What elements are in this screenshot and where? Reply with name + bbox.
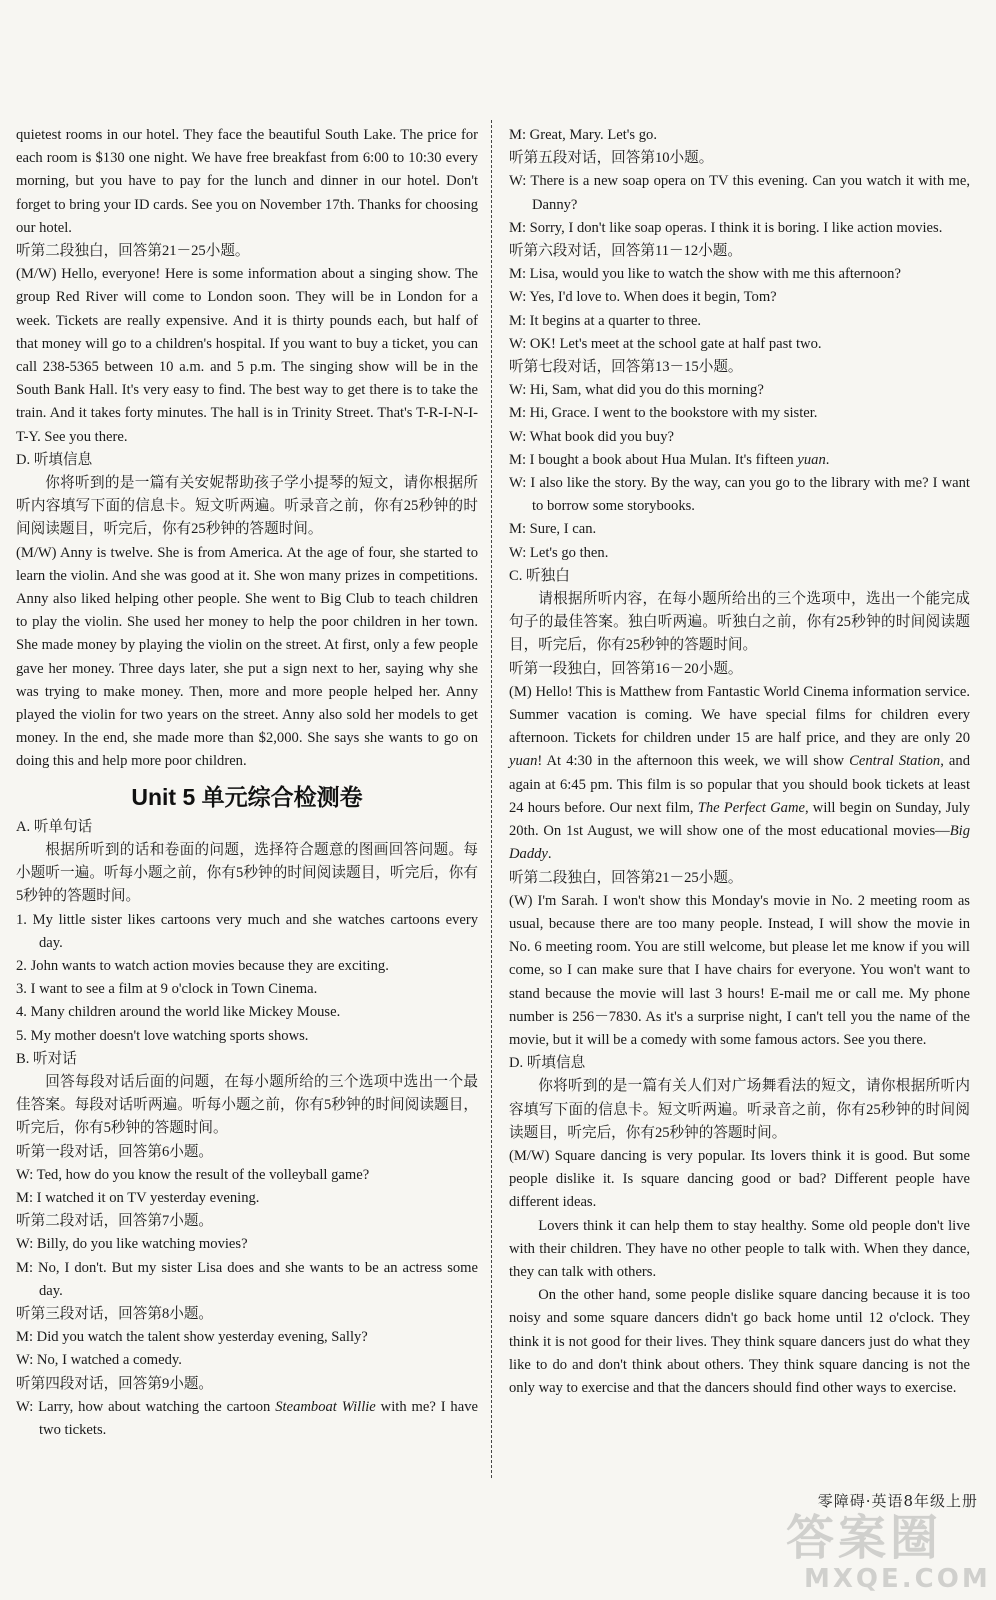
dialogue-heading: 听第一段对话，回答第6小题。: [16, 1143, 214, 1160]
dialogue-heading: 听第五段对话，回答第10小题。: [509, 150, 714, 167]
dialogue-line: M: Lisa, would you like to watch the show with me this afternoon?: [509, 266, 901, 283]
section-instructions: 根据所听到的话和卷面的问题，选择符合题意的图画回答问题。每小题听一遍。听每小题之前，你有5秒钟的时间阅读题目，听完后，你有5秒钟的答题时间。: [16, 841, 478, 905]
dialogue-line: W: What book did you buy?: [509, 428, 674, 445]
square-dance-paragraph: Lovers think it can help them to stay healthy. Some old people don't live with their children. They have no other people to talk with. When they dance, they can talk with others.: [509, 1217, 970, 1280]
cinema-passage: [509, 681, 970, 867]
square-dance-paragraph: On the other hand, some people dislike square dancing because it is too noisy and some square dancers didn't go back home until 12 o'clock. They think it is not good for their lives. They think square dancers just do what they like to do and don't think about others. They think square dancing is not the only way to exercise and that the dancers should find other ways to exercise.: [509, 1287, 970, 1396]
anny-passage: (M/W) Anny is twelve. She is from America. At the age of four, she started to learn the violin. And she was good at it. She won many prizes in competitions. Anny also liked helping other people. She went to Big Club to teach children to play the violin. She used her money to help the poor children in her town. She made money by playing the violin on the street. At first, only a few people gave her money. Three days later, she put a sign next to her, saying why she was trying to make money. Then, more and more people helped her. Anny played the violin for two years on the street. Anny also sold her models to get money. In the end, she made more than $2,000. She says she wants to go on doing this and help more poor children.: [16, 544, 478, 770]
watermark-logo: [776, 1510, 991, 1596]
watermark-text: 答案圈: [786, 1510, 943, 1566]
list-item: 4. Many children around the world like Mickey Mouse.: [16, 1004, 341, 1021]
dialogue-heading: 听第四段对话，回答第9小题。: [16, 1375, 214, 1392]
dialogue-line: [509, 449, 970, 472]
dialogue-line: W: I also like the story. By the way, can you go to the library with me? I want to borrow some storybooks.: [509, 475, 970, 515]
dialogue-heading: 听第三段对话，回答第8小题。: [16, 1305, 214, 1322]
dialogue-text: W: Larry, how about watching the cartoon: [16, 1398, 276, 1415]
currency-unit: yuan: [797, 451, 826, 468]
film-title: Central Station: [849, 753, 941, 770]
dialogue-line: M: Hi, Grace. I went to the bookstore with my sister.: [509, 405, 818, 422]
square-dance-paragraph: (M/W) Square dancing is very popular. Its lovers think it is good. But some people dislike it. Is square dancing good or bad? Different people have different ideas.: [509, 1147, 970, 1211]
section-heading: B. 听对话: [16, 1050, 77, 1067]
dialogue-line: W: Yes, I'd love to. When does it begin, Tom?: [509, 289, 777, 306]
section-heading: D. 听填信息: [509, 1055, 586, 1072]
list-item: 2. John wants to watch action movies because they are exciting.: [16, 957, 389, 974]
sarah-passage: (W) I'm Sarah. I won't show this Monday's movie in No. 2 meeting room as usual, because there are too many people. Instead, I will show the movie in No. 6 meeting room. You are still welcome, but please let me know if you will come, so I can make sure that I have chairs for everyone. You won't want to stand because the movie will last 3 hours! E-mail me or call me. My phone number is 256－7830. As it's a surprise night, I can't tell you the name of the movie, but it will be a comedy with some famous actors. See you there.: [509, 892, 970, 1048]
dialogue-line: W: OK! Let's meet at the school gate at half past two.: [509, 335, 822, 352]
section-instructions: 你将听到的是一篇有关安妮帮助孩子学小提琴的短文，请你根据所听内容填写下面的信息卡。短文听两遍。听录音之前，你有25秒钟的时间阅读题目，听完后，你有25秒钟的答题时间。: [16, 475, 478, 538]
section-instructions: 请根据所听内容，在每小题所给出的三个选项中，选出一个能完成句子的最佳答案。独白听两遍。听独白之前，你有25秒钟的时间阅读题目，听完后，你有25秒钟的答题时间。: [509, 591, 970, 654]
unit-title: Unit 5 单元综合检测卷: [131, 783, 363, 810]
dialogue-text: .: [825, 451, 830, 468]
monologue-heading: 听第二段独白，回答第21－25小题。: [16, 243, 250, 260]
currency-unit: yuan: [509, 753, 538, 770]
right-column: [509, 124, 970, 1400]
section-heading: C. 听独白: [509, 567, 570, 584]
dialogue-heading: 听第七段对话，回答第13－15小题。: [509, 359, 743, 376]
passage-text: , will begin on Sunday, July 20th. On 1st August, we will show one of the most educational movies—: [509, 799, 970, 840]
dialogue-line: M: No, I don't. But my sister Lisa does and she wants to be an actress some day.: [16, 1259, 478, 1299]
monologue-heading: 听第一段独白，回答第16－20小题。: [509, 660, 743, 677]
passage-text: .: [547, 846, 552, 863]
dialogue-line: M: I watched it on TV yesterday evening.: [16, 1189, 260, 1206]
dialogue-line: W: No, I watched a comedy.: [16, 1352, 182, 1369]
dialogue-line: W: Ted, how do you know the result of the volleyball game?: [16, 1166, 370, 1183]
dialogue-line: M: Sure, I can.: [509, 521, 597, 538]
dialogue-heading: 听第二段对话，回答第7小题。: [16, 1213, 214, 1230]
dialogue-line: [16, 1396, 478, 1442]
page-footer: 零障碍·英语8年级上册: [817, 1492, 978, 1510]
dialogue-text: with me? I have two tickets.: [39, 1398, 478, 1438]
dialogue-line: M: Did you watch the talent show yesterday evening, Sally?: [16, 1329, 368, 1346]
dialogue-line: W: There is a new soap opera on TV this evening. Can you watch it with me, Danny?: [509, 173, 970, 213]
dialogue-line: W: Billy, do you like watching movies?: [16, 1236, 248, 1253]
passage-text: , and again at 6:45 pm. This film is so popular that you should book tickets at least 24 hours before. Our next film,: [509, 753, 970, 816]
left-column: [16, 124, 478, 1442]
dialogue-line: M: Sorry, I don't like soap operas. I think it is boring. I like action movies.: [509, 219, 943, 236]
dialogue-text: M: I bought a book about Hua Mulan. It's fifteen: [509, 451, 798, 468]
film-title: Big Daddy: [509, 823, 970, 863]
hotel-passage: quietest rooms in our hotel. They face the beautiful South Lake. The price for each room is $130 one night. We have free breakfast from 6:00 to 10:30 every morning, but you have to pay for the lunch and dinner in our hotel. Don't forget to bring your ID cards. See you on November 17th. Thanks for choosing our hotel.: [16, 127, 478, 236]
section-instructions: 回答每段对话后面的问题，在每小题所给的三个选项中选出一个最佳答案。每段对话听两遍。听每小题之前，你有5秒钟的时间阅读题目，听完后，你有5秒钟的答题时间。: [16, 1073, 478, 1137]
watermark-url: MXQE.COM: [804, 1564, 991, 1594]
dialogue-line: W: Let's go then.: [509, 544, 609, 561]
dialogue-heading: 听第六段对话，回答第11－12小题。: [509, 243, 742, 260]
column-divider: [491, 120, 492, 1478]
dialogue-line: M: Great, Mary. Let's go.: [509, 127, 657, 143]
section-heading: A. 听单句话: [16, 818, 93, 835]
dialogue-line: M: It begins at a quarter to three.: [509, 312, 702, 329]
list-item: 1. My little sister likes cartoons very much and she watches cartoons every day.: [16, 911, 478, 951]
passage-text: (M) Hello! This is Matthew from Fantastic World Cinema information service. Summer vacation is coming. We have special films for children every afternoon. Tickets for children under 15 are half price, and they are only 20: [509, 683, 970, 747]
dialogue-line: W: Hi, Sam, what did you do this morning?: [509, 382, 764, 399]
section-heading: D. 听填信息: [16, 451, 93, 468]
monologue-heading: 听第二段独白，回答第21－25小题。: [509, 869, 743, 886]
passage-text: ! At 4:30 in the afternoon this week, we will show: [537, 753, 850, 770]
film-title: Steamboat Willie: [275, 1398, 376, 1415]
singing-show-passage: (M/W) Hello, everyone! Here is some information about a singing show. The group Red River will come to London soon. They will be in London for a week. Tickets are really expensive. And it is thirty pounds each, but half of that money will go to a children's hospital. If you want to buy a ticket, you can call 238-5365 between 10 a.m. and 5 p.m. The singing show will be in the South Bank Hall. It's very easy to find. The best way to get there is to take the train. And it takes forty minutes. The hall is in Trinity Street. That's T-R-I-N-I-T-Y. See you there.: [16, 266, 478, 445]
film-title: The Perfect Game: [697, 799, 805, 816]
section-instructions: 你将听到的是一篇有关人们对广场舞看法的短文，请你根据所听内容填写下面的信息卡。短文听两遍。听录音之前，你有25秒钟的时间阅读题目，听完后，你有25秒钟的答题时间。: [509, 1078, 970, 1141]
list-item: 5. My mother doesn't love watching sports shows.: [16, 1027, 309, 1044]
list-item: 3. I want to see a film at 9 o'clock in Town Cinema.: [16, 981, 318, 998]
